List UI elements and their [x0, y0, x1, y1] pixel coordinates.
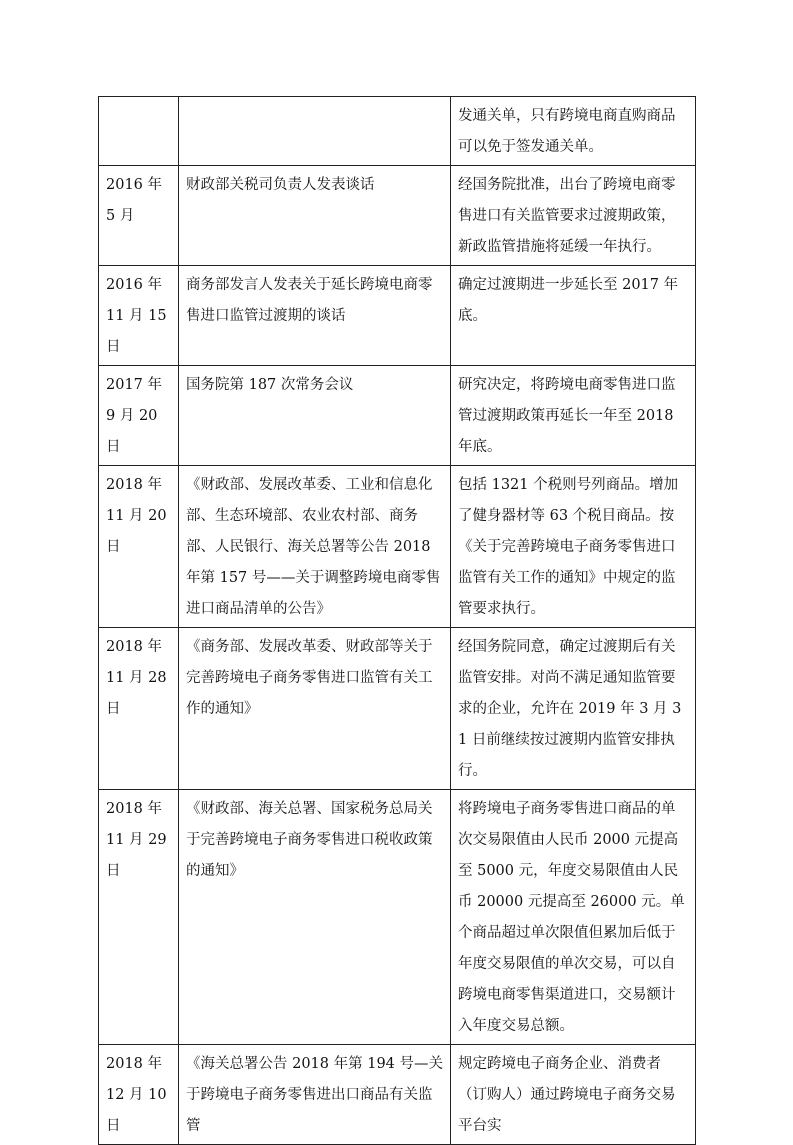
date-cell: 2018 年 11 月 28 日 — [99, 628, 179, 790]
content-cell: 经国务院批准，出台了跨境电商零售进口有关监管要求过渡期政策，新政监管措施将延缓一年执行。 — [451, 166, 696, 266]
table-row — [99, 166, 696, 266]
content-cell: 将跨境电子商务零售进口商品的单次交易限值由人民币 2000 元提高至 5000 元，年度交易限值由人民币 20000 元提高至 26000 元。单个商品超过单次限值但累加后低于年度交易限值的单次交易，可以自跨境电商零售渠道进口，交易额计入年度交易总额。 — [451, 790, 696, 1045]
document-cell: 财政部关税司负责人发表谈话 — [179, 166, 451, 266]
content-cell: 确定过渡期进一步延长至 2017 年底。 — [451, 266, 696, 366]
document-cell: 《海关总署公告 2018 年第 194 号—关于跨境电子商务零售进出口商品有关监管 — [179, 1045, 451, 1145]
document-cell — [179, 97, 451, 166]
table-row — [99, 1045, 696, 1145]
policy-timeline-table — [98, 96, 696, 1145]
document-cell: 《商务部、发展改革委、财政部等关于完善跨境电子商务零售进口监管有关工作的通知》 — [179, 628, 451, 790]
document-cell: 商务部发言人发表关于延长跨境电商零售进口监管过渡期的谈话 — [179, 266, 451, 366]
date-cell: 2016 年 11 月 15 日 — [99, 266, 179, 366]
content-cell: 发通关单，只有跨境电商直购商品可以免于签发通关单。 — [451, 97, 696, 166]
content-cell: 包括 1321 个税则号列商品。增加了健身器材等 63 个税目商品。按《关于完善跨境电子商务零售进口监管有关工作的通知》中规定的监管要求执行。 — [451, 466, 696, 628]
table-row — [99, 628, 696, 790]
content-cell: 研究决定，将跨境电商零售进口监管过渡期政策再延长一年至 2018 年底。 — [451, 366, 696, 466]
content-cell: 规定跨境电子商务企业、消费者（订购人）通过跨境电子商务交易平台实 — [451, 1045, 696, 1145]
table-row — [99, 266, 696, 366]
date-cell: 2018 年 12 月 10 日 — [99, 1045, 179, 1145]
date-cell: 2017 年 9 月 20 日 — [99, 366, 179, 466]
table-row — [99, 790, 696, 1045]
date-cell — [99, 97, 179, 166]
document-cell: 国务院第 187 次常务会议 — [179, 366, 451, 466]
date-cell: 2016 年 5 月 — [99, 166, 179, 266]
table-row — [99, 466, 696, 628]
document-cell: 《财政部、发展改革委、工业和信息化部、生态环境部、农业农村部、商务部、人民银行、海关总署等公告 2018 年第 157 号——关于调整跨境电商零售进口商品清单的公告》 — [179, 466, 451, 628]
date-cell: 2018 年 11 月 20 日 — [99, 466, 179, 628]
document-cell: 《财政部、海关总署、国家税务总局关于完善跨境电子商务零售进口税收政策的通知》 — [179, 790, 451, 1045]
content-cell: 经国务院同意，确定过渡期后有关监管安排。对尚不满足通知监管要求的企业，允许在 2019 年 3 月 31 日前继续按过渡期内监管安排执行。 — [451, 628, 696, 790]
date-cell: 2018 年 11 月 29 日 — [99, 790, 179, 1045]
table-row — [99, 366, 696, 466]
table-row — [99, 97, 696, 166]
